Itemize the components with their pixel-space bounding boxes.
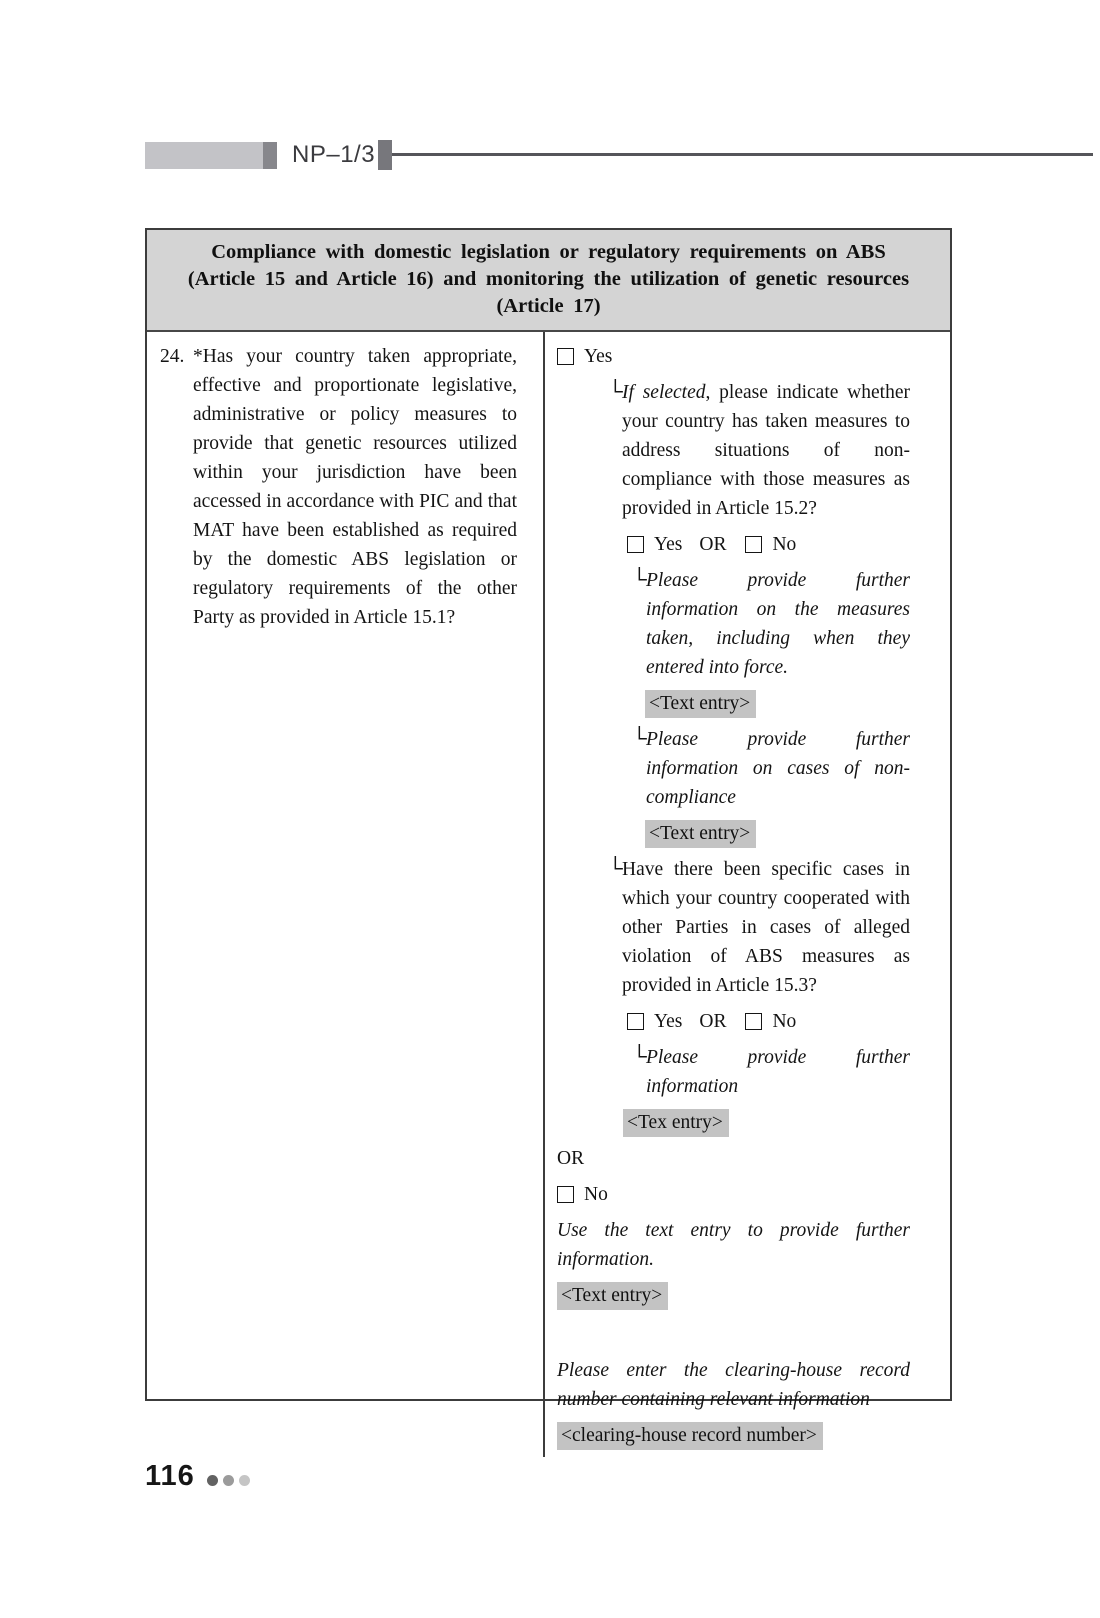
- q153-or-label: OR: [699, 1011, 727, 1032]
- q153-text: Have there been specific cases in which your country cooperated with other Parties in cases of alleged violation of ABS measures as provided in Article 15.3?: [622, 859, 910, 996]
- q153-prompt: [608, 855, 910, 1000]
- measures-prompt: [632, 566, 910, 682]
- q152-no-label: No: [772, 534, 797, 555]
- q153-no-label: No: [772, 1011, 797, 1032]
- corner-glyph: └: [632, 567, 647, 591]
- question-24: [160, 342, 517, 632]
- q152-no-checkbox[interactable]: [745, 536, 762, 553]
- noncompliance-text-entry[interactable]: <Text entry>: [645, 820, 756, 848]
- no-checkbox[interactable]: [557, 1186, 574, 1203]
- further-entry-row: [623, 1108, 910, 1137]
- q152-yes-checkbox[interactable]: [627, 536, 644, 553]
- answer-cell: [545, 332, 950, 1457]
- q152-lead: If selected: [622, 382, 706, 403]
- measures-prompt-text: Please provide further information on the measures taken, including when they entered into force.: [646, 570, 910, 678]
- clearing-house-prompt: Please enter the clearing-house record number containing relevant information: [557, 1360, 910, 1410]
- q152-text: [622, 378, 910, 523]
- noncompliance-prompt-text: Please provide further information on cases of non-compliance: [646, 729, 910, 808]
- yes-checkbox[interactable]: [557, 348, 574, 365]
- no-entry-row: [557, 1281, 910, 1310]
- further-info-text: Please provide further information: [646, 1047, 910, 1097]
- no-label: No: [584, 1184, 608, 1205]
- no-option-row: [557, 1180, 910, 1209]
- table-title-line-3: (Article 17): [496, 295, 601, 317]
- yes-option-row: [557, 342, 910, 371]
- q152-yes-label: Yes: [654, 534, 683, 555]
- q152-rest: , please indicate whether your country has taken measures to address situations of non-compliance with those measures as provided in Article 15.2?: [622, 382, 910, 519]
- or-separator: OR: [557, 1148, 585, 1169]
- no-text-entry[interactable]: <Text entry>: [557, 1282, 668, 1310]
- further-text-entry[interactable]: <Tex entry>: [623, 1109, 729, 1137]
- q152-prompt: [608, 378, 910, 523]
- noncompliance-entry-row: [645, 819, 910, 848]
- header-rule-line: [392, 153, 1093, 156]
- header-bar: [0, 0, 1100, 168]
- measures-text-entry[interactable]: <Text entry>: [645, 690, 756, 718]
- header-rule-block: [378, 140, 392, 170]
- header-dark-square: [263, 142, 277, 169]
- q153-yes-label: Yes: [654, 1011, 683, 1032]
- clearing-house-entry-row: [557, 1421, 910, 1450]
- corner-glyph: └: [608, 856, 623, 880]
- footer-dot-light: [239, 1475, 250, 1486]
- header-light-block: [145, 142, 263, 169]
- document-code: NP–1/3: [292, 141, 376, 168]
- corner-glyph: └: [608, 379, 623, 403]
- q152-yes-no-row: [627, 530, 910, 559]
- footer-dots: [207, 1475, 255, 1486]
- table-title: [147, 230, 950, 332]
- table-body: [147, 332, 950, 1457]
- yes-label: Yes: [584, 346, 613, 367]
- clearing-house-entry[interactable]: <clearing-house record number>: [557, 1422, 823, 1450]
- footer-dot-medium: [223, 1475, 234, 1486]
- q153-yes-no-row: [627, 1007, 910, 1036]
- q153-yes-checkbox[interactable]: [627, 1013, 644, 1030]
- question-table: [145, 228, 952, 1446]
- q153-no-checkbox[interactable]: [745, 1013, 762, 1030]
- no-instruction: Use the text entry to provide further information.: [557, 1220, 910, 1270]
- table-title-line-2: (Article 15 and Article 16) and monitoring the utilization of genetic resources: [187, 268, 910, 290]
- page-footer: [145, 1460, 255, 1493]
- question-text: *Has your country taken appropriate, effective and proportionate legislative, administrative or policy measures to provide that genetic resources utilized within your jurisdiction have been accessed in accordance with PIC and that MAT have been established as required by the domestic ABS legislation or regulatory requirements of the other Party as provided in Article 15.1?: [193, 346, 517, 628]
- corner-glyph: └: [632, 1044, 647, 1068]
- q152-or-label: OR: [699, 534, 727, 555]
- question-number: 24.: [160, 346, 185, 367]
- question-cell: [147, 332, 545, 1457]
- page-number: 116: [145, 1460, 195, 1492]
- corner-glyph: └: [632, 726, 647, 750]
- footer-dot-dark: [207, 1475, 218, 1486]
- table-title-line-1: Compliance with domestic legislation or regulatory requirements on ABS: [211, 241, 886, 263]
- further-info-prompt: [632, 1043, 910, 1101]
- noncompliance-prompt: [632, 725, 910, 812]
- measures-entry-row: [645, 689, 910, 718]
